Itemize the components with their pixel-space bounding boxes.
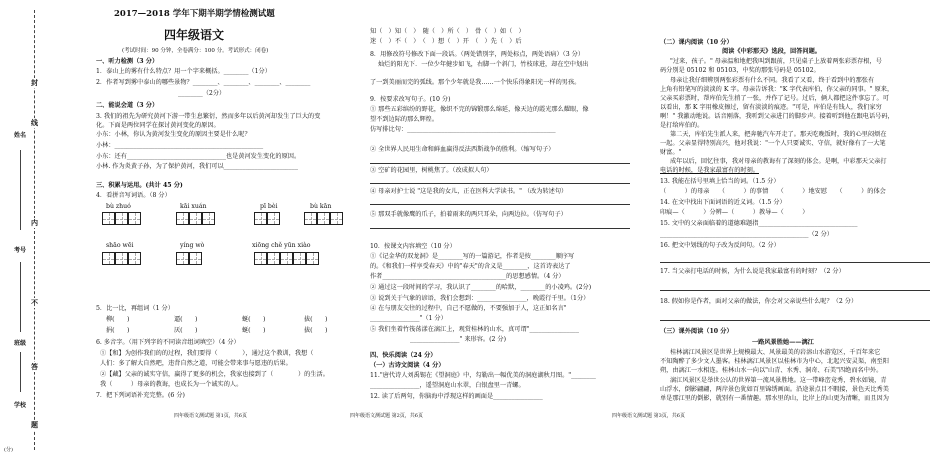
reading-title: 一路风景胜她——漓江 (752, 339, 814, 346)
fill-blank[interactable]: ② 通过这一段时间的学习，我认识了________的哈默，________的小凌鸡。(2分) (370, 284, 592, 291)
writing-box[interactable] (304, 212, 343, 225)
paragraph: ②【藏】父亲的诚实守信，赢得了更多的机会，我家也接到了（ ）的生活。 (100, 371, 329, 378)
answer-line[interactable] (660, 320, 930, 321)
section-heading: 三、积累与运用。(共计 45 分) (96, 182, 183, 189)
pinyin: kāi xuán (180, 203, 207, 210)
pinyin: shāo wēi (106, 242, 134, 249)
paragraph: 我（ ）母亲的教诲，也成长为一个诚实的人。 (100, 381, 243, 388)
exam-meta: (考试时间：90 分钟，全卷满分：100 分。考试形式：闭卷) (122, 48, 269, 54)
fill-blank[interactable]: 作者________________________________________的思想感情。（4 分） (370, 273, 565, 280)
reading-text: 漓江风景区是举世公认的世界第一流风景胜地。这一带峰峦竟秀，碧水如镜，青 (670, 377, 887, 384)
answer-line[interactable] (370, 204, 630, 205)
answer-line[interactable] (660, 290, 930, 291)
answer-line[interactable]: ________________________________________________（2 分） (660, 231, 833, 238)
question: 17. 当父亲打电话的时候，为什么说是我家最富有的时刻？（2 分） (660, 268, 845, 275)
name-field[interactable] (20, 150, 21, 230)
compare-item[interactable]: 蜒( ) (242, 327, 266, 334)
paragraph: ①【和】为创作我们的的过程，我们要得（ ），通过这个教训，我想（ (100, 350, 314, 357)
reading-text: 母亲让我仔细辨别两张彩票有什么不同。我看了又看，终于看到中的那张有 (670, 77, 875, 84)
fill-blank[interactable]: 的。《和我们一样享受春天》中的"春天"的含义是________，这首诗表达了 (370, 263, 571, 270)
paragraph: 灿烂的阳光下．一位少年健步如飞，右脚一个斜门，竹枝球进，却在空中划出 (378, 61, 589, 68)
seal-mark: 线 (31, 118, 38, 127)
underlined-sentence: 电话的时候，是我家最富有的时刻。 (660, 167, 759, 174)
seal-mark: 内 (31, 218, 38, 227)
compare-item[interactable]: 拔( ) (304, 316, 328, 323)
reading-text: "过来，孩子。" 母亲温和地把我叫到跟前，只见桌子上放着两张彩票存根，号 (670, 58, 882, 65)
compare-item[interactable]: 捐( ) (106, 327, 130, 334)
writing-box[interactable] (254, 212, 280, 225)
reading-text: 山浮水，倒影翩翩，两岸景色犹如百里锦绣画面。沿途景点目不暇接，景色天比秀美 (660, 386, 889, 393)
writing-box[interactable] (102, 252, 141, 265)
reading-text: 码分别是 05102 和 05103，中奖的那张号码是 05102。 (660, 67, 820, 74)
pinyin: bù kān (310, 203, 332, 210)
answer-line[interactable] (660, 262, 930, 263)
paragraph: ② 全世界人民用生命和鲜血赢得反法西斯战争的胜利。（缩写句子） (370, 146, 555, 153)
compare-item[interactable]: 拔( ) (304, 327, 328, 334)
paragraph: 小东：小林，你认为黄河发生变化的原因主要是什么呢？ (96, 131, 251, 138)
page-3 (612, 0, 946, 458)
reading-text: 第二天，库伯先生派人来，把奔驰汽车开走了。那天吃晚饭时，我的心里闷烦在 (670, 131, 887, 138)
section-heading: 一、听力检测（3 分） (96, 58, 159, 65)
paragraph: ⑤ 那双手就像鹰的爪子，拍着雨来的两只耳朵，向两边拉。（仿写句子） (370, 211, 567, 218)
seal-mark: 题 (31, 420, 38, 429)
section-heading: 四、快乐阅读（24 分） (370, 352, 437, 359)
paragraph: 3. 我们的祖先为研究黄河下游一带生息繁衍，然而多年以后黄河却发生了巨大的变 (96, 113, 321, 120)
paragraph: 望不到边际的那么辉煌。 (370, 116, 439, 123)
subsection-heading: （二）课内阅读（10 分） (660, 39, 733, 46)
answer-line[interactable]: 小东：还有________________________________也是黄河发生变化的原因。 (96, 153, 301, 160)
page-footer: 四年级语文测试题 第1页，共6页 (174, 413, 247, 419)
paragraph: ③ 空矿的花园里，树桃焦了。（改成拟人句） (370, 167, 493, 174)
reading-text: 以看出，那 K 字用橡皮擦过，留有淡淡的痕迹。"可是，库伯是有钱人，我们家穷 (660, 104, 882, 111)
reading-text: 上角有铅笔写的淡淡的 K 字。母亲告诉我："K 字代表库伯，你父亲的同事。" 原来， (660, 86, 894, 93)
page-footer: 四年级语文测试题 第2页，共6页 (350, 413, 423, 419)
reading-text: 财富。" (660, 149, 682, 156)
exam-number-field[interactable] (20, 262, 21, 332)
reading-text: 单是那江里的倒影，就别有一番情趣。那水里的山，比岸上的山更为清晰，而且因为 (660, 395, 889, 402)
fill-blank[interactable]: ________________" 来形容。(2 分) (410, 336, 506, 343)
question: 6. 多音字。（用下列字的不同读音组词填空）（4 分） (96, 339, 240, 346)
page-footer: 四年级语文测试题 第3页，共6页 (612, 413, 685, 419)
question: 4．看拼音写词语。（8 分） (96, 192, 171, 199)
word-fill[interactable]: 知（ ）知（ ） 随（ ）所（ ） 骨（ ）如（ ） (370, 28, 525, 35)
reading-title: 阅读《中彩那天》选段，回答问题。 (722, 48, 821, 55)
subject-title: 四年级语文 (164, 28, 225, 42)
question: 8．用修改符号修改下面一段话。（两处错别字，两处标点，两处语病）（3 分） (370, 51, 585, 58)
page-corner: (分) (4, 447, 13, 453)
answer-line[interactable] (370, 228, 630, 229)
writing-box[interactable] (102, 212, 141, 225)
seal-mark: 答 (31, 362, 38, 371)
page-1 (92, 0, 364, 458)
question: 13. 我能在括号里填上恰当的词。（1.5 分） (660, 178, 780, 185)
question-cont: ________（2分） (178, 90, 226, 97)
paragraph: ① 那些五彩缤纷的野花，像织不完的锦锻那么绵延，像天边的霞光那么耀眼，像 (370, 106, 589, 113)
paragraph: 人们：多了解大自然吧，违背自然之道，可能会带来事与愿违的后果。 (100, 360, 292, 367)
question: 1．泰山上的雾有什么特点？用一个字来概括。________（1分） (96, 68, 271, 75)
word-fill[interactable]: 迷（ ）不（ ） （ ）想（ ）开 （ ）先（ ）后 (370, 38, 522, 45)
class-field[interactable] (20, 352, 21, 392)
seal-mark: 封 (31, 78, 38, 87)
answer-line[interactable]: 小林：________________________________________________ (96, 142, 264, 149)
reading-text: 不知陶醉了多少文人墨客。桂林漓江风景区以桂林市为中心，北起兴安灵渠，南至阳 (660, 358, 889, 365)
pinyin: bù zhuó (106, 203, 131, 210)
reading-text: 是打给库伯的。 (660, 122, 704, 129)
reading-text: 一起。父亲显得特别高兴，他对我说："一个人只要诚实、守信，就好像有了一大笔 (660, 140, 886, 147)
name-label: 姓名 (14, 132, 27, 139)
seal-mark: 不 (31, 298, 38, 307)
question: 9．按要求改写句子。(10 分) (370, 96, 451, 103)
question: 2．作者写到雾中泰山的哪些景物？________、________、________、________ (96, 79, 311, 86)
answer-line[interactable]: 仿写排比句：________________________________________________ (370, 126, 556, 133)
school-label: 学校 (14, 402, 27, 409)
paragraph: 了一到美丽而完的弧线。那个少年就是我……一个快乐得象阳光一样的男孩。 (370, 79, 581, 86)
reading-text: 桂林漓江风景区是世界上规模最大、风景最美的岩溶山水游览区，千百年来它 (670, 349, 881, 356)
class-label: 班级 (14, 340, 27, 347)
subsection-heading: （三）课外阅读（10 分） (660, 328, 733, 335)
page-2 (350, 0, 650, 458)
binding-margin (0, 0, 40, 458)
exam-number-label: 考号 (14, 247, 27, 254)
writing-box[interactable] (254, 252, 319, 265)
writing-box[interactable] (176, 212, 215, 225)
pinyin: yíng wò (180, 242, 205, 249)
pinyin: pī bèi (260, 203, 278, 210)
fill-blank[interactable]: ③ 说到关于气象的谚语，我们会想到：________________，晚霞行千里。（1分） (370, 295, 590, 302)
question: 14. 在文中找出下面词语的近义词。（1.5 分） (660, 199, 786, 206)
fill-blank[interactable]: ________________，遥望洞庭山水翠，白银盘里一青螺。 (370, 382, 525, 389)
compare-item[interactable]: 逼( ) (174, 316, 198, 323)
reading-text: 父亲买彩票时，帮库伯先生捎了一张，并作了记号。过后，俩人都把这件事忘了。可 (660, 95, 889, 102)
question: 5．比一比，再组词（1 分） (96, 305, 174, 312)
section-heading: 二、能说会道（3 分） (96, 102, 159, 109)
seal-line (34, 10, 35, 450)
fill-blank[interactable]: ④ 在与朋友交往的过程中，自己不愿做的，不要强加于人，这正如名言" (370, 305, 567, 312)
compare-item[interactable]: 蜒( ) (242, 316, 266, 323)
question: 10．按课文内容填空（10 分） (370, 243, 456, 250)
question: 7．把下列词语补充完整。(6 分) (96, 392, 185, 399)
question: 16. 把文中划线的句子改为反问句。（2 分） (660, 242, 780, 249)
compare-item[interactable]: 厌( ) (174, 327, 198, 334)
paragraph: ④ 母亲对护士说 "这是我的女儿，正在医科大学读书。" （改为转述句） (370, 188, 568, 195)
fill-blank[interactable]: ①《记金华的双龙洞》是________写的一篇游记，作者是按________顺序写 (370, 253, 575, 260)
fill-blank[interactable]: ________________"（1 分） (370, 315, 447, 322)
fill-blank[interactable]: ⑤ 我们坐着竹筏荡漾在漓江上，观赏桂林的山水，真可谓"________________ (370, 326, 579, 333)
fill-blank[interactable]: 12. 读了后两句，你脑海中浮现这样的画面是________________ (370, 393, 543, 400)
reading-text: 朔，由漓江一水相连。桂林山水一向以"山青、水秀、洞奇、石美"四绝而名中外。 (660, 367, 883, 374)
fill-blank[interactable]: （ ）的母亲 （ ）的事情 （ ）地安慰 （ ）的体会 (660, 188, 886, 195)
exam-title: 2017—2018 学年下期半期学情检测试题 (114, 9, 275, 19)
paragraph: 化。下面是两位同学在探讨黄河变化的原因。 (96, 122, 220, 129)
answer-line[interactable]: 小林. 作为炎黄子孙，为了保护黄河，我们可以________________________ (96, 163, 298, 170)
question: 18. 假如你是作者，面对父亲的做法，你会对父亲说些什么呢？（2 分） (660, 298, 858, 305)
reading-text: 成年以后，回忆往事，我对母亲的教诲有了深刻的体会。是啊，中彩那天父亲打 (670, 158, 887, 165)
pinyin: xiōng chě yūn xiào (252, 242, 311, 249)
subsection-heading: （一）古诗文阅读（4 分） (370, 362, 445, 369)
answer-line[interactable] (370, 163, 630, 164)
fill-blank[interactable]: 印痕—（ ）分辨—（ ）教导—（ ） (660, 209, 809, 216)
reading-text: 啊！" 我激动地说。话音刚落，我听到父亲进门的脚步声。接着听到他在跟电话号码， (660, 113, 894, 120)
fill-blank[interactable]: 11."唐代诗人刘禹锡在《望洞庭》中，勾勒出一幅优美的洞庭湖秋月图。"________ (370, 372, 596, 379)
question: 15. 文中的父亲面临着的道德难题指________________________________ (660, 220, 858, 227)
answer-line[interactable] (370, 183, 630, 184)
writing-box[interactable] (176, 252, 202, 265)
compare-item[interactable]: 柳( ) (106, 316, 130, 323)
